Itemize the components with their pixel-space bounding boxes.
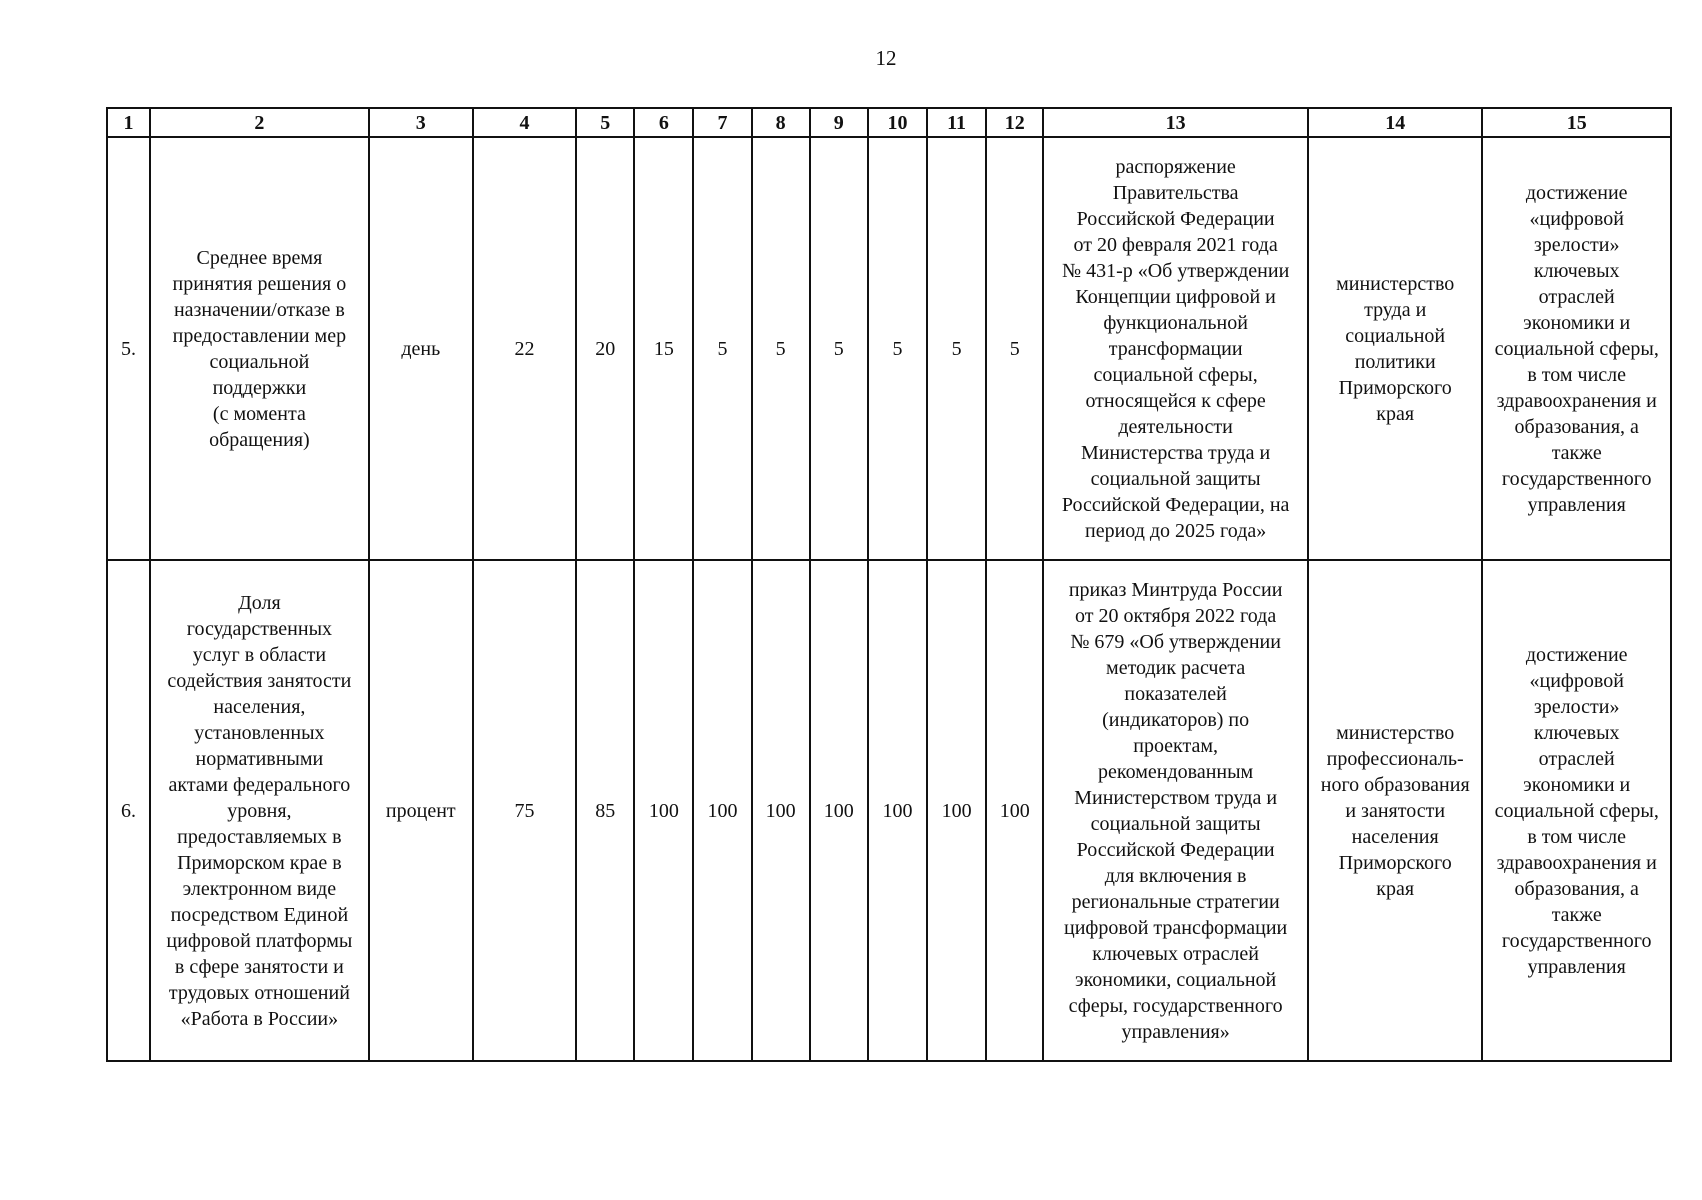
value-cell: 5: [752, 137, 810, 560]
value-cell: 5: [927, 137, 986, 560]
value-cell: 5: [986, 137, 1043, 560]
goal-cell: достижение «цифровой зрелости» ключевых отраслей экономики и социальной сферы, в том числе здравоохранения и образования, а также государственного управления: [1482, 560, 1671, 1061]
table-row: [107, 560, 1671, 1061]
value-cell: 5: [693, 137, 751, 560]
value-cell: 100: [634, 560, 693, 1061]
responsible-cell: министерство труда и социальной политики Приморского края: [1308, 137, 1482, 560]
header-cell: 10: [868, 108, 927, 137]
header-cell: 5: [576, 108, 634, 137]
header-cell: 6: [634, 108, 693, 137]
header-cell: 7: [693, 108, 751, 137]
header-cell: 2: [150, 108, 369, 137]
indicator-name: Среднее время принятия решения о назначении/отказе в предоставлении мер социальной поддержки (с момента обращения): [150, 137, 369, 560]
unit-cell: процент: [369, 560, 473, 1061]
document-cell: распоряжение Правительства Российской Федерации от 20 февраля 2021 года № 431-р «Об утверждении Концепции цифровой и функциональной трансформации социальной сферы, относящейся к сфере деятельности Министерства труда и социальной защиты Российской Федерации, на период до 2025 года»: [1043, 137, 1308, 560]
header-cell: 8: [752, 108, 810, 137]
header-cell: 12: [986, 108, 1043, 137]
value-cell: 100: [810, 560, 868, 1061]
row-number: 6.: [107, 560, 150, 1061]
document-cell: приказ Минтруда России от 20 октября 2022 года № 679 «Об утверждении методик расчета показателей (индикаторов) по проектам, рекомендованным Министерством труда и социальной защиты Российской Федерации для включения в региональные стратегии цифровой трансформации ключевых отраслей экономики, социальной сферы, государственного управления»: [1043, 560, 1308, 1061]
value-cell: 100: [693, 560, 751, 1061]
header-cell: 13: [1043, 108, 1308, 137]
value-cell: 22: [473, 137, 576, 560]
responsible-cell: министерство профессиональ- ного образования и занятости населения Приморского края: [1308, 560, 1482, 1061]
value-cell: 20: [576, 137, 634, 560]
indicators-table: [106, 107, 1672, 1062]
value-cell: 100: [868, 560, 927, 1061]
value-cell: 85: [576, 560, 634, 1061]
table-row: [107, 137, 1671, 560]
value-cell: 75: [473, 560, 576, 1061]
header-cell: 9: [810, 108, 868, 137]
header-cell: 3: [369, 108, 473, 137]
goal-cell: достижение «цифровой зрелости» ключевых отраслей экономики и социальной сферы, в том числе здравоохранения и образования, а также государственного управления: [1482, 137, 1671, 560]
page-number: 12: [875, 46, 897, 70]
header-cell: 15: [1482, 108, 1671, 137]
value-cell: 100: [986, 560, 1043, 1061]
header-cell: 4: [473, 108, 576, 137]
value-cell: 100: [752, 560, 810, 1061]
value-cell: 5: [810, 137, 868, 560]
unit-cell: день: [369, 137, 473, 560]
row-number: 5.: [107, 137, 150, 560]
header-cell: 1: [107, 108, 150, 137]
header-row: [107, 108, 1671, 137]
indicator-name: Доля государственных услуг в области содействия занятости населения, установленных нормативными актами федерального уровня, предоставляемых в Приморском крае в электронном виде посредством Единой цифровой платформы в сфере занятости и трудовых отношений «Работа в России»: [150, 560, 369, 1061]
value-cell: 100: [927, 560, 986, 1061]
header-cell: 14: [1308, 108, 1482, 137]
header-cell: 11: [927, 108, 986, 137]
value-cell: 5: [868, 137, 927, 560]
value-cell: 15: [634, 137, 693, 560]
